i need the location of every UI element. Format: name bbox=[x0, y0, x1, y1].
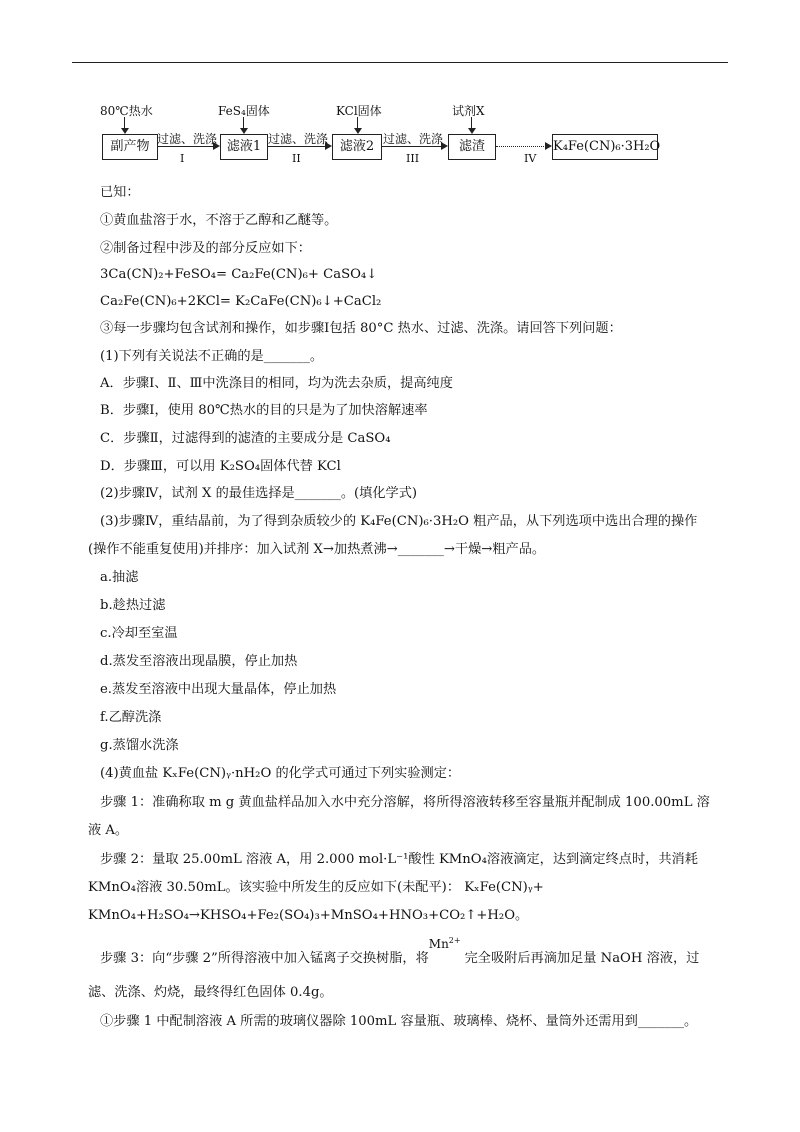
question-3-line-1: (3)步骤Ⅳ，重结晶前，为了得到杂质较少的 K₄Fe(CN)₆·3H₂O 粗产品，从下列选项中选出合理的操作 bbox=[100, 514, 698, 529]
step-op-1: 过滤、洗涤 bbox=[157, 132, 218, 146]
step-3-text-post: 完全吸附后再滴加足量 NaOH 溶液，过 bbox=[464, 951, 700, 966]
step-num-4: IV bbox=[524, 152, 537, 165]
down-arrow-icon bbox=[471, 117, 472, 132]
mn-text: Mn bbox=[428, 937, 449, 951]
option-c: C．步骤Ⅱ，过滤得到的滤渣的主要成分是 CaSO₄ bbox=[100, 431, 391, 446]
step-3-line-2: 滤、洗涤、灼烧，最终得红色固体 0.4g。 bbox=[88, 985, 333, 1000]
down-arrow-icon bbox=[243, 117, 244, 132]
reagent-label-x: 试剂X bbox=[452, 104, 485, 118]
option-a: A．步骤Ⅰ、Ⅱ、Ⅲ中洗涤目的相同，均为洗去杂质，提高纯度 bbox=[100, 376, 453, 391]
question-3-line-2: (操作不能重复使用)并排序：加入试剂 X→加热煮沸→_______→干燥→粗产品。 bbox=[88, 542, 546, 557]
mn-charge: 2+ bbox=[448, 936, 461, 945]
right-arrow-icon bbox=[268, 146, 330, 147]
down-arrow-icon bbox=[357, 117, 358, 132]
equation-2: Ca₂Fe(CN)₆+2KCl= K₂CaFe(CN)₆↓+CaCl₂ bbox=[100, 294, 382, 309]
operation-c: c.冷却至室温 bbox=[100, 626, 178, 641]
operation-d: d.蒸发至溶液出现晶膜，停止加热 bbox=[100, 654, 298, 669]
known-heading: 已知： bbox=[100, 185, 140, 200]
box-filtrate-2: 滤液2 bbox=[332, 134, 382, 160]
mn-ion-symbol bbox=[429, 937, 461, 951]
final-question: ①步骤 1 中配制溶液 A 所需的玻璃仪器除 100mL 容量瓶、玻璃棒、烧杯、量筒外还需用到_______。 bbox=[100, 1014, 698, 1029]
step-3-text-pre: 步骤 3：向“步骤 2”所得溶液中加入锰离子交换树脂，将 bbox=[100, 951, 429, 966]
option-b: B．步骤Ⅰ，使用 80℃热水的目的只是为了加快溶解速率 bbox=[100, 403, 428, 418]
step-2-line-1: 步骤 2：量取 25.00mL 溶液 A，用 2.000 mol·L⁻¹酸性 KMnO₄溶液滴定，达到滴定终点时，共消耗 bbox=[100, 852, 698, 867]
known-item-2: ②制备过程中涉及的部分反应如下： bbox=[100, 241, 311, 256]
step-num-1: I bbox=[180, 152, 185, 165]
box-residue: 滤渣 bbox=[448, 134, 496, 160]
operation-g: g.蒸馏水洗涤 bbox=[100, 738, 179, 753]
known-item-3: ③每一步骤均包含试剂和操作，如步骤Ⅰ包括 80°C 热水、过滤、洗涤。请回答下列问题： bbox=[100, 321, 622, 336]
right-arrow-icon bbox=[382, 146, 446, 147]
option-d: D．步骤Ⅲ，可以用 K₂SO₄固体代替 KCl bbox=[100, 459, 341, 474]
question-4: (4)黄血盐 KₓFe(CN)ᵧ·nH₂O 的化学式可通过下列实验测定： bbox=[100, 766, 461, 781]
known-item-1: ①黄血盐溶于水，不溶于乙醇和乙醚等。 bbox=[100, 213, 338, 228]
dotted-arrow-icon bbox=[496, 146, 550, 147]
step-3-line-1 bbox=[100, 936, 700, 968]
reagent-label-fes4: FeS₄固体 bbox=[218, 104, 270, 118]
process-flow-diagram bbox=[100, 100, 740, 170]
step-op-3: 过滤、洗涤 bbox=[383, 132, 444, 146]
header-rule bbox=[72, 62, 728, 63]
operation-e: e.蒸发至溶液中出现大量晶体，停止加热 bbox=[100, 682, 337, 697]
question-2: (2)步骤Ⅳ，试剂 X 的最佳选择是_______。(填化学式) bbox=[100, 486, 418, 501]
box-byproduct: 副产物 bbox=[102, 134, 158, 160]
equation-1: 3Ca(CN)₂+FeSO₄= Ca₂Fe(CN)₆+ CaSO₄↓ bbox=[100, 267, 378, 282]
step-1-line-1: 步骤 1：准确称取 m g 黄血盐样品加入水中充分溶解，将所得溶液转移至容量瓶并配制成 100.00mL 溶 bbox=[100, 795, 710, 810]
right-arrow-icon bbox=[158, 146, 218, 147]
question-1: (1)下列有关说法不正确的是_______。 bbox=[100, 349, 324, 364]
reagent-label-hot-water: 80℃热水 bbox=[100, 104, 153, 118]
reagent-label-kcl: KCl固体 bbox=[336, 104, 382, 118]
step-1-line-2: 液 A。 bbox=[88, 823, 129, 838]
down-arrow-icon bbox=[124, 117, 125, 132]
step-2-line-3: KMnO₄+H₂SO₄→KHSO₄+Fe₂(SO₄)₃+MnSO₄+HNO₃+CO₂↑+H₂O。 bbox=[88, 908, 529, 923]
operation-f: f.乙醇洗涤 bbox=[100, 710, 162, 725]
step-num-2: II bbox=[292, 152, 301, 165]
box-product: K₄Fe(CN)₆·3H₂O bbox=[552, 134, 658, 160]
operation-a: a.抽滤 bbox=[100, 570, 139, 585]
box-filtrate-1: 滤液1 bbox=[220, 134, 268, 160]
operation-b: b.趁热过滤 bbox=[100, 598, 166, 613]
step-2-line-2: KMnO₄溶液 30.50mL。该实验中所发生的反应如下(未配平)： KₓFe(CN)ᵧ+ bbox=[88, 880, 544, 895]
step-op-2: 过滤、洗涤 bbox=[268, 132, 329, 146]
step-num-3: III bbox=[406, 152, 420, 165]
